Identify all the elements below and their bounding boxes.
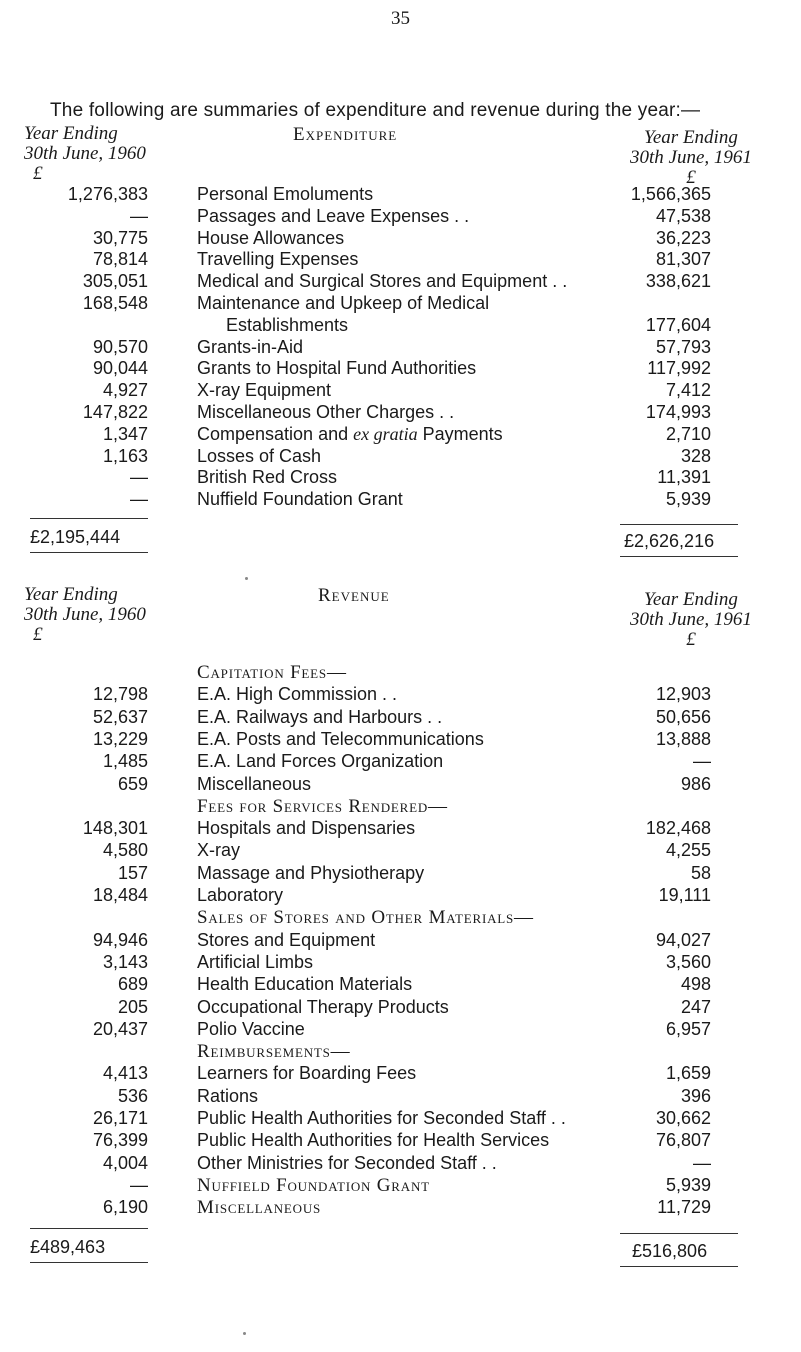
- expenditure-left-header: [24, 124, 146, 184]
- table-row: [0, 952, 801, 974]
- value-1960: 205: [117, 996, 148, 1017]
- scan-mark: [245, 577, 248, 580]
- value-1960: 52,637: [92, 706, 148, 727]
- row-label: Losses of Cash: [197, 445, 322, 466]
- expenditure-left-header-line2: 30th June, 1960: [24, 143, 146, 164]
- row-label: Fees for Services Rendered—: [197, 795, 448, 817]
- row-label: X-ray Equipment: [197, 380, 332, 401]
- value-1961: 57,793: [655, 336, 711, 357]
- row-label: Polio Vaccine: [197, 1018, 305, 1039]
- revenue-title: Revenue: [318, 585, 390, 606]
- italic-phrase: ex gratia: [353, 423, 418, 444]
- value-1960: 6,190: [102, 1197, 148, 1218]
- table-row: [0, 249, 801, 271]
- row-label: Laboratory: [197, 885, 284, 905]
- revenue-left-total-rule: [30, 1228, 148, 1229]
- table-row: [0, 402, 801, 424]
- value-1961: 76,807: [655, 1130, 711, 1151]
- row-label: Health Education Materials: [197, 974, 413, 995]
- revenue-left-header: [24, 585, 146, 645]
- table-row: [0, 818, 801, 840]
- value-1961: 498: [680, 974, 711, 995]
- value-1961: 177,604: [645, 314, 711, 335]
- row-label: Miscellaneous: [197, 1197, 322, 1219]
- table-row: [0, 1130, 801, 1152]
- row-label: Grants to Hospital Fund Authorities: [197, 358, 477, 379]
- row-label: Occupational Therapy Products: [197, 996, 449, 1017]
- expenditure-right-total-underline: [620, 556, 738, 557]
- value-1961: 117,992: [647, 358, 711, 379]
- value-1961: 986: [680, 773, 711, 794]
- value-1960: —: [130, 489, 148, 510]
- expenditure-total-1961: £2,626,216: [624, 531, 715, 551]
- value-1960: 90,044: [92, 358, 148, 379]
- table-row: [0, 1153, 801, 1175]
- revenue-right-header-line2: 30th June, 1961: [630, 609, 752, 630]
- value-1960: 30,775: [92, 227, 148, 248]
- table-row: [0, 930, 801, 952]
- value-1961: 5,939: [665, 1174, 711, 1195]
- value-1961: 58: [690, 862, 711, 883]
- intro-text: The following are summaries of expenditure and revenue during the year:—: [50, 100, 701, 121]
- table-row: [0, 997, 801, 1019]
- value-1960: 1,276,383: [67, 184, 148, 204]
- row-label: Stores and Equipment: [197, 929, 376, 950]
- row-label: E.A. Posts and Telecommunications: [197, 728, 484, 749]
- table-subheading-row: [0, 1041, 801, 1063]
- expenditure-left-total-underline: [30, 552, 148, 553]
- table-row: [0, 206, 801, 228]
- table-row: [0, 446, 801, 468]
- row-label: E.A. Land Forces Organization: [197, 751, 444, 772]
- value-1960: 1,347: [102, 423, 148, 444]
- value-1960: 90,570: [92, 336, 148, 357]
- expenditure-right-total-rule: [620, 524, 738, 525]
- expenditure-left-header-line1: Year Ending: [24, 123, 118, 144]
- value-1961: 6,957: [665, 1018, 711, 1039]
- value-1961: 94,027: [655, 929, 711, 950]
- row-label: Reimbursements—: [197, 1041, 351, 1063]
- row-label: Passages and Leave Expenses . .: [197, 205, 470, 226]
- expenditure-left-total-rule: [30, 518, 148, 519]
- value-1960: 13,229: [92, 728, 148, 749]
- row-label: Rations: [197, 1085, 259, 1106]
- revenue-left-header-line1: Year Ending: [24, 584, 118, 605]
- value-1961: 13,888: [655, 728, 711, 749]
- row-label: Public Health Authorities for Health Services: [197, 1130, 550, 1151]
- row-label: Nuffield Foundation Grant: [197, 489, 403, 510]
- scan-mark: [243, 1332, 246, 1335]
- table-row: [0, 707, 801, 729]
- value-1961: 81,307: [655, 249, 711, 270]
- value-1961: 182,468: [645, 818, 711, 839]
- table-row: [0, 424, 801, 446]
- value-1961: 19,111: [658, 885, 711, 905]
- row-label: British Red Cross: [197, 467, 338, 488]
- expenditure-right-header-line2: 30th June, 1961: [630, 147, 752, 168]
- value-1960: 147,822: [82, 402, 148, 422]
- value-1960: —: [130, 467, 148, 488]
- expenditure-right-unit: £: [686, 167, 696, 188]
- value-1960: 148,301: [82, 818, 148, 839]
- expenditure-title: Expenditure: [293, 124, 398, 145]
- table-row: [0, 1108, 801, 1130]
- value-1960: 76,399: [92, 1130, 148, 1151]
- table-row: [0, 228, 801, 250]
- revenue-left-header-line2: 30th June, 1960: [24, 604, 146, 625]
- row-label: Nuffield Foundation Grant: [197, 1174, 430, 1196]
- value-1961: 396: [680, 1085, 711, 1106]
- row-label: Maintenance and Upkeep of Medical: [197, 293, 490, 313]
- value-1960: —: [130, 1174, 148, 1195]
- row-label: Miscellaneous: [197, 773, 312, 794]
- table-row: [0, 380, 801, 402]
- value-1961: 4,255: [665, 840, 711, 861]
- table-row: [0, 751, 801, 773]
- table-row: [0, 184, 801, 206]
- row-label: Learners for Boarding Fees: [197, 1063, 417, 1084]
- table-subheading-row: [0, 907, 801, 929]
- value-1960: 1,485: [102, 751, 148, 772]
- row-label: Miscellaneous Other Charges . .: [197, 402, 455, 422]
- value-1961: 174,993: [645, 402, 711, 422]
- row-label: Artificial Limbs: [197, 951, 314, 972]
- revenue-right-header: [630, 590, 752, 650]
- value-1960: 3,143: [102, 951, 148, 972]
- revenue-total-1960: £489,463: [30, 1237, 106, 1257]
- row-label: Compensation and ex gratia Payments: [197, 423, 503, 444]
- table-row: [0, 467, 801, 489]
- row-label: Personal Emoluments: [197, 184, 374, 204]
- value-1961: 5,939: [665, 489, 711, 510]
- table-subheading-row: [0, 662, 801, 684]
- table-row: [0, 774, 801, 796]
- table-row: [0, 1086, 801, 1108]
- value-1961: 1,566,365: [630, 184, 711, 204]
- value-1960: 659: [117, 773, 148, 794]
- value-1961: 1,659: [665, 1063, 711, 1084]
- revenue-right-unit: £: [686, 629, 696, 650]
- value-1961: 50,656: [655, 706, 711, 727]
- row-label: E.A. Railways and Harbours . .: [197, 706, 443, 727]
- table-row: [0, 293, 801, 315]
- value-1960: 26,171: [92, 1108, 148, 1128]
- value-1960: 12,798: [92, 684, 148, 705]
- revenue-right-total-underline: [620, 1266, 738, 1267]
- value-1961: —: [693, 751, 711, 772]
- table-row: [0, 1019, 801, 1041]
- value-1960: 4,927: [102, 380, 148, 401]
- table-subheading-row: [0, 796, 801, 818]
- value-1961: 47,538: [655, 205, 711, 226]
- value-1961: 338,621: [645, 271, 711, 292]
- table-row: [0, 1063, 801, 1085]
- table-row: [0, 489, 801, 511]
- table-subheading-row: [0, 1197, 801, 1219]
- value-1961: 30,662: [655, 1108, 711, 1128]
- table-row: [0, 684, 801, 706]
- value-1960: 1,163: [102, 445, 148, 466]
- row-label: Capitation Fees—: [197, 662, 347, 683]
- row-label: Other Ministries for Seconded Staff . .: [197, 1152, 497, 1173]
- row-label: Medical and Surgical Stores and Equipment . .: [197, 271, 568, 292]
- value-1961: 3,560: [665, 951, 711, 972]
- value-1960: 305,051: [82, 271, 148, 292]
- value-1961: 328: [680, 445, 711, 466]
- value-1960: —: [130, 205, 148, 226]
- table-row: [0, 358, 801, 380]
- table-subheading-row: [0, 1175, 801, 1197]
- table-row: [0, 885, 801, 907]
- row-label: X-ray: [197, 840, 241, 861]
- expenditure-right-header: [630, 128, 752, 188]
- value-1960: 78,814: [92, 249, 148, 270]
- table-row: [0, 974, 801, 996]
- row-label: Grants-in-Aid: [197, 336, 304, 357]
- row-label: Public Health Authorities for Seconded Staff . .: [197, 1108, 566, 1128]
- row-label: Hospitals and Dispensaries: [197, 818, 416, 839]
- table-row: [0, 315, 801, 337]
- value-1961: 2,710: [665, 423, 711, 444]
- value-1960: 168,548: [82, 293, 148, 313]
- value-1961: 7,412: [665, 380, 711, 401]
- expenditure-right-header-line1: Year Ending: [644, 127, 738, 148]
- row-label: E.A. High Commission . .: [197, 684, 398, 705]
- row-label: Sales of Stores and Other Materials—: [197, 907, 534, 929]
- value-1960: 689: [117, 974, 148, 995]
- revenue-left-unit: £: [33, 624, 43, 645]
- revenue-right-total-rule: [620, 1233, 738, 1234]
- expenditure-total-1960: £2,195,444: [30, 527, 121, 547]
- value-1960: 536: [117, 1085, 148, 1106]
- revenue-total-1961: £516,806: [632, 1241, 708, 1261]
- expenditure-left-unit: £: [33, 163, 43, 184]
- table-row: [0, 337, 801, 359]
- value-1961: 11,391: [657, 467, 711, 488]
- value-1960: 4,004: [102, 1152, 148, 1173]
- value-1961: —: [693, 1152, 711, 1173]
- value-1961: 12,903: [655, 684, 711, 705]
- value-1960: 20,437: [92, 1018, 148, 1039]
- page-number: 35: [391, 8, 410, 29]
- row-label: Travelling Expenses: [197, 249, 359, 270]
- value-1960: 157: [117, 862, 148, 883]
- value-1960: 4,580: [102, 840, 148, 861]
- value-1961: 11,729: [657, 1197, 711, 1218]
- table-row: [0, 729, 801, 751]
- value-1961: 247: [680, 996, 711, 1017]
- value-1960: 4,413: [102, 1063, 148, 1084]
- row-label: House Allowances: [197, 227, 345, 248]
- value-1960: 18,484: [92, 885, 148, 905]
- value-1960: 94,946: [92, 929, 148, 950]
- row-label: Massage and Physiotherapy: [197, 862, 425, 883]
- value-1961: 36,223: [655, 227, 711, 248]
- table-row: [0, 863, 801, 885]
- table-row: [0, 271, 801, 293]
- table-row: [0, 840, 801, 862]
- revenue-right-header-line1: Year Ending: [644, 589, 738, 610]
- revenue-left-total-underline: [30, 1262, 148, 1263]
- row-label: Establishments: [226, 314, 349, 335]
